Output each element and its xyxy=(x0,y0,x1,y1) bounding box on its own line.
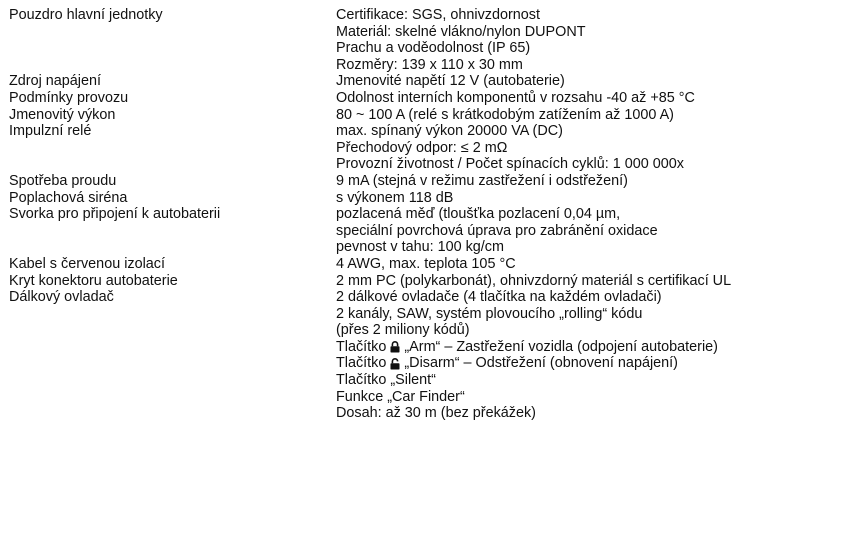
spec-values xyxy=(336,7,861,73)
spec-label: Svorka pro připojení k autobaterii xyxy=(9,206,221,223)
spec-value: s výkonem 118 dB xyxy=(336,189,454,206)
spec-values xyxy=(336,206,861,256)
spec-value: Rozměry: 139 x 110 x 30 mm xyxy=(336,56,523,73)
spec-value: Tlačítko „Silent“ xyxy=(336,372,436,389)
spec-row-red-cable xyxy=(9,256,861,273)
spec-row-pulse-relay xyxy=(9,123,861,173)
spec-label: Zdroj napájení xyxy=(9,73,102,90)
spec-label: Poplachová siréna xyxy=(9,189,128,206)
spec-value: Jmenovité napětí 12 V (autobaterie) xyxy=(336,73,565,90)
spec-value: Odolnost interních komponentů v rozsahu -40 až +85 °C xyxy=(336,89,695,106)
spec-label: Dálkový ovladač xyxy=(9,289,114,306)
spec-value: 2 mm PC (polykarbonát), ohnivzdorný materiál s certifikací UL xyxy=(336,272,732,289)
spec-values xyxy=(336,123,861,173)
spec-value: Přechodový odpor: ≤ 2 mΩ xyxy=(336,139,508,156)
spec-values xyxy=(336,173,861,190)
spec-values xyxy=(336,289,861,422)
spec-row-connector-cover xyxy=(9,273,861,290)
spec-value: 4 AWG, max. teplota 105 °C xyxy=(336,255,516,272)
spec-value: Certifikace: SGS, ohnivzdornost xyxy=(336,7,540,23)
spec-value: pozlacená měď (tloušťka pozlacení 0,04 µm, xyxy=(336,206,621,223)
lock-open-icon xyxy=(390,358,400,370)
spec-value: 9 mA (stejná v režimu zastřežení i odstřežení) xyxy=(336,172,628,189)
spec-values xyxy=(336,107,861,124)
spec-value: 2 dálkové ovladače (4 tlačítka na každém ovladači) xyxy=(336,289,662,306)
spec-row-power-supply xyxy=(9,73,861,90)
button-prefix: Tlačítko xyxy=(336,338,387,355)
spec-label: Spotřeba proudu xyxy=(9,172,117,189)
spec-label: Kryt konektoru autobaterie xyxy=(9,272,178,289)
spec-row-current-consumption xyxy=(9,173,861,190)
spec-value: Dosah: až 30 m (bez překážek) xyxy=(336,405,536,422)
spec-table xyxy=(9,7,861,422)
spec-row-rated-power xyxy=(9,107,861,124)
spec-value: pevnost v tahu: 100 kg/cm xyxy=(336,239,504,256)
spec-values xyxy=(336,256,861,273)
spec-value: 80 ~ 100 A (relé s krátkodobým zatížením až 1000 A) xyxy=(336,106,674,123)
spec-values xyxy=(336,90,861,107)
spec-label: Kabel s červenou izolací xyxy=(9,255,165,272)
spec-row-remote-control xyxy=(9,289,861,422)
remote-button-disarm xyxy=(336,355,861,372)
button-prefix: Tlačítko xyxy=(336,355,387,372)
spec-label: Impulzní relé xyxy=(9,123,92,140)
spec-value: speciální povrchová úprava pro zabránění oxidace xyxy=(336,222,658,239)
spec-value: 2 kanály, SAW, systém plovoucího „rolling“ kódu xyxy=(336,305,643,322)
spec-values xyxy=(336,190,861,207)
lock-closed-icon xyxy=(390,341,400,353)
button-description: „Arm“ – Zastřežení vozidla (odpojení autobaterie) xyxy=(404,338,718,355)
remote-button-arm xyxy=(336,339,861,356)
spec-value: Prachu a voděodolnost (IP 65) xyxy=(336,40,531,57)
spec-value: Materiál: skelné vlákno/nylon DUPONT xyxy=(336,23,586,40)
spec-row-main-unit-housing xyxy=(9,7,861,73)
spec-values xyxy=(336,73,861,90)
spec-label: Pouzdro hlavní jednotky xyxy=(9,7,163,23)
spec-row-alarm-siren xyxy=(9,190,861,207)
button-description: „Disarm“ – Odstřežení (obnovení napájení) xyxy=(404,355,678,372)
spec-value: max. spínaný výkon 20000 VA (DC) xyxy=(336,123,563,140)
spec-row-operating-conditions xyxy=(9,90,861,107)
spec-values xyxy=(336,273,861,290)
spec-row-battery-terminal xyxy=(9,206,861,256)
spec-label: Podmínky provozu xyxy=(9,89,129,106)
spec-label: Jmenovitý výkon xyxy=(9,106,116,123)
spec-value: Provozní životnost / Počet spínacích cyklů: 1 000 000x xyxy=(336,156,684,173)
spec-value: Funkce „Car Finder“ xyxy=(336,388,465,405)
spec-value: (přes 2 miliony kódů) xyxy=(336,322,470,339)
